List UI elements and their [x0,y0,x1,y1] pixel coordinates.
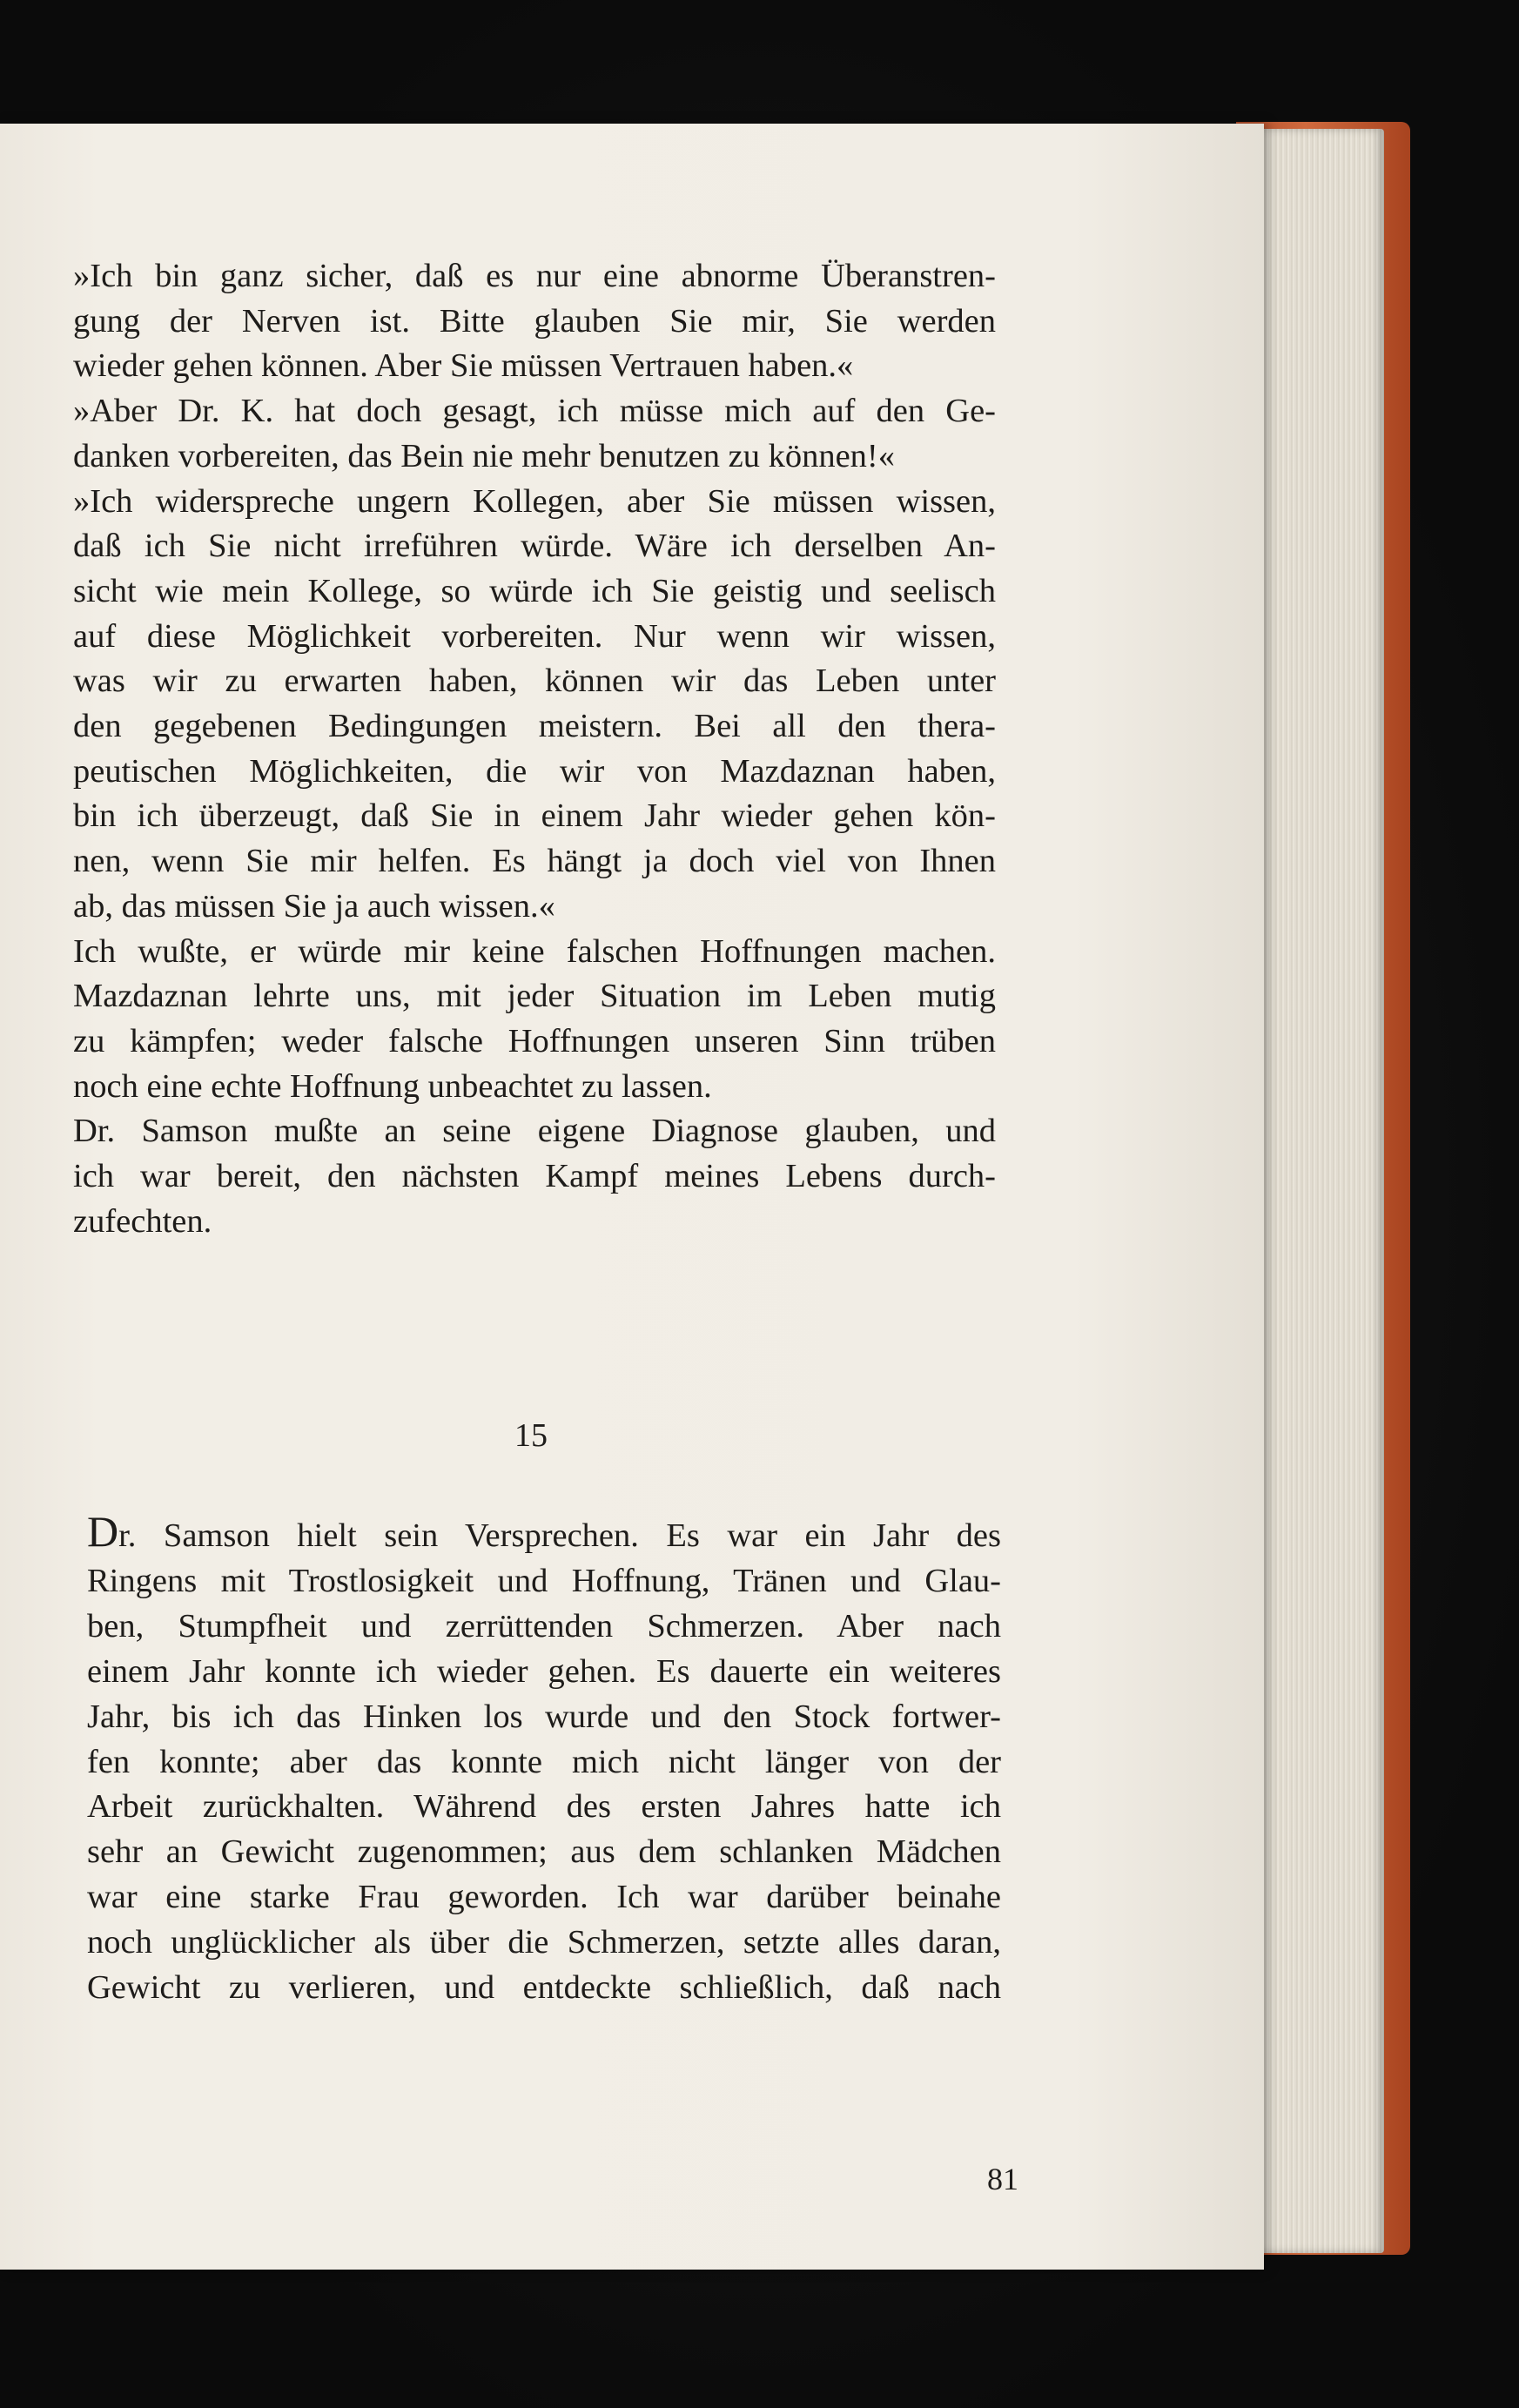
text-line: Jahr, bis ich das Hinken los wurde und den Stock fortwer- [87,1698,1001,1735]
text-line: sicht wie mein Kollege, so würde ich Sie geistig und seelisch [73,572,996,609]
text-line: fen konnte; aber das konnte mich nicht länger von der [87,1743,1001,1780]
chapter-number: 15 [514,1417,548,1454]
text-line: Mazdaznan lehrte uns, mit jeder Situation im Leben mutig [73,978,996,1015]
text-line: sehr an Gewicht zugenommen; aus dem schlanken Mädchen [87,1833,1001,1871]
text-line: Dr. Samson mußte an seine eigene Diagnose glauben, und [73,1113,996,1150]
text-line: einem Jahr konnte ich wieder gehen. Es dauerte ein weiteres [87,1652,1001,1690]
text-line: peutischen Möglichkeiten, die wir von Mazdaznan haben, [73,752,996,790]
text-line: war eine starke Frau geworden. Ich war darüber beinahe [87,1879,1001,1916]
text-line: ich war bereit, den nächsten Kampf meines Lebens durch- [73,1158,996,1195]
text-line: gung der Nerven ist. Bitte glauben Sie mir, Sie werden [73,302,996,340]
text-line: ben, Stumpfheit und zerrüttenden Schmerzen. Aber nach [87,1607,1001,1645]
text-line: »Ich widerspreche ungern Kollegen, aber Sie müssen wissen, [73,482,996,520]
text-line: bin ich überzeugt, daß Sie in einem Jahr wieder gehen kön- [73,797,996,835]
text-line: nen, wenn Sie mir helfen. Es hängt ja doch viel von Ihnen [73,843,996,880]
text-line: auf diese Möglichkeit vorbereiten. Nur wenn wir wissen, [73,617,996,655]
text-line: Ich wußte, er würde mir keine falschen Hoffnungen machen. [73,932,996,970]
text-line: danken vorbereiten, das Bein nie mehr benutzen zu können!« [73,437,895,474]
text-line: Arbeit zurückhalten. Während des ersten Jahres hatte ich [87,1788,1001,1826]
text-line: »Ich bin ganz sicher, daß es nur eine abnorme Überanstren- [73,258,996,294]
text-line: zu kämpfen; weder falsche Hoffnungen unseren Sinn trüben [73,1022,996,1059]
first-line-rest: r. Samson hielt sein Versprechen. Es war ein Jahr des [118,1517,1001,1554]
body-text-block-1 [73,254,996,1244]
body-text-block-2 [87,1507,1001,2011]
text-line: was wir zu erwarten haben, können wir das Leben unter [73,663,996,700]
drop-cap: D [87,1507,119,1556]
text-line: wieder gehen können. Aber Sie müssen Vertrauen haben.« [73,347,854,385]
page-number: 81 [987,2162,1018,2196]
text-line: »Aber Dr. K. hat doch gesagt, ich müsse mich auf den Ge- [73,393,996,430]
text-line: noch eine echte Hoffnung unbeachtet zu lassen. [73,1067,712,1105]
text-line: den gegebenen Bedingungen meistern. Bei all den thera- [73,708,996,745]
text-line-first [87,1507,1001,1559]
text-line: Gewicht zu verlieren, und entdeckte schließlich, daß nach [87,1969,1001,2007]
text-line: zufechten. [73,1202,212,1240]
text-line: noch unglücklicher als über die Schmerzen, setzte alles daran, [87,1924,1001,1961]
text-line: daß ich Sie nicht irreführen würde. Wäre ich derselben An- [73,528,996,565]
text-line: Ringens mit Trostlosigkeit und Hoffnung, Tränen und Glau- [87,1562,1001,1599]
page-edges [1254,129,1384,2253]
text-line: ab, das müssen Sie ja auch wissen.« [73,887,555,925]
book-page [0,124,1264,2270]
